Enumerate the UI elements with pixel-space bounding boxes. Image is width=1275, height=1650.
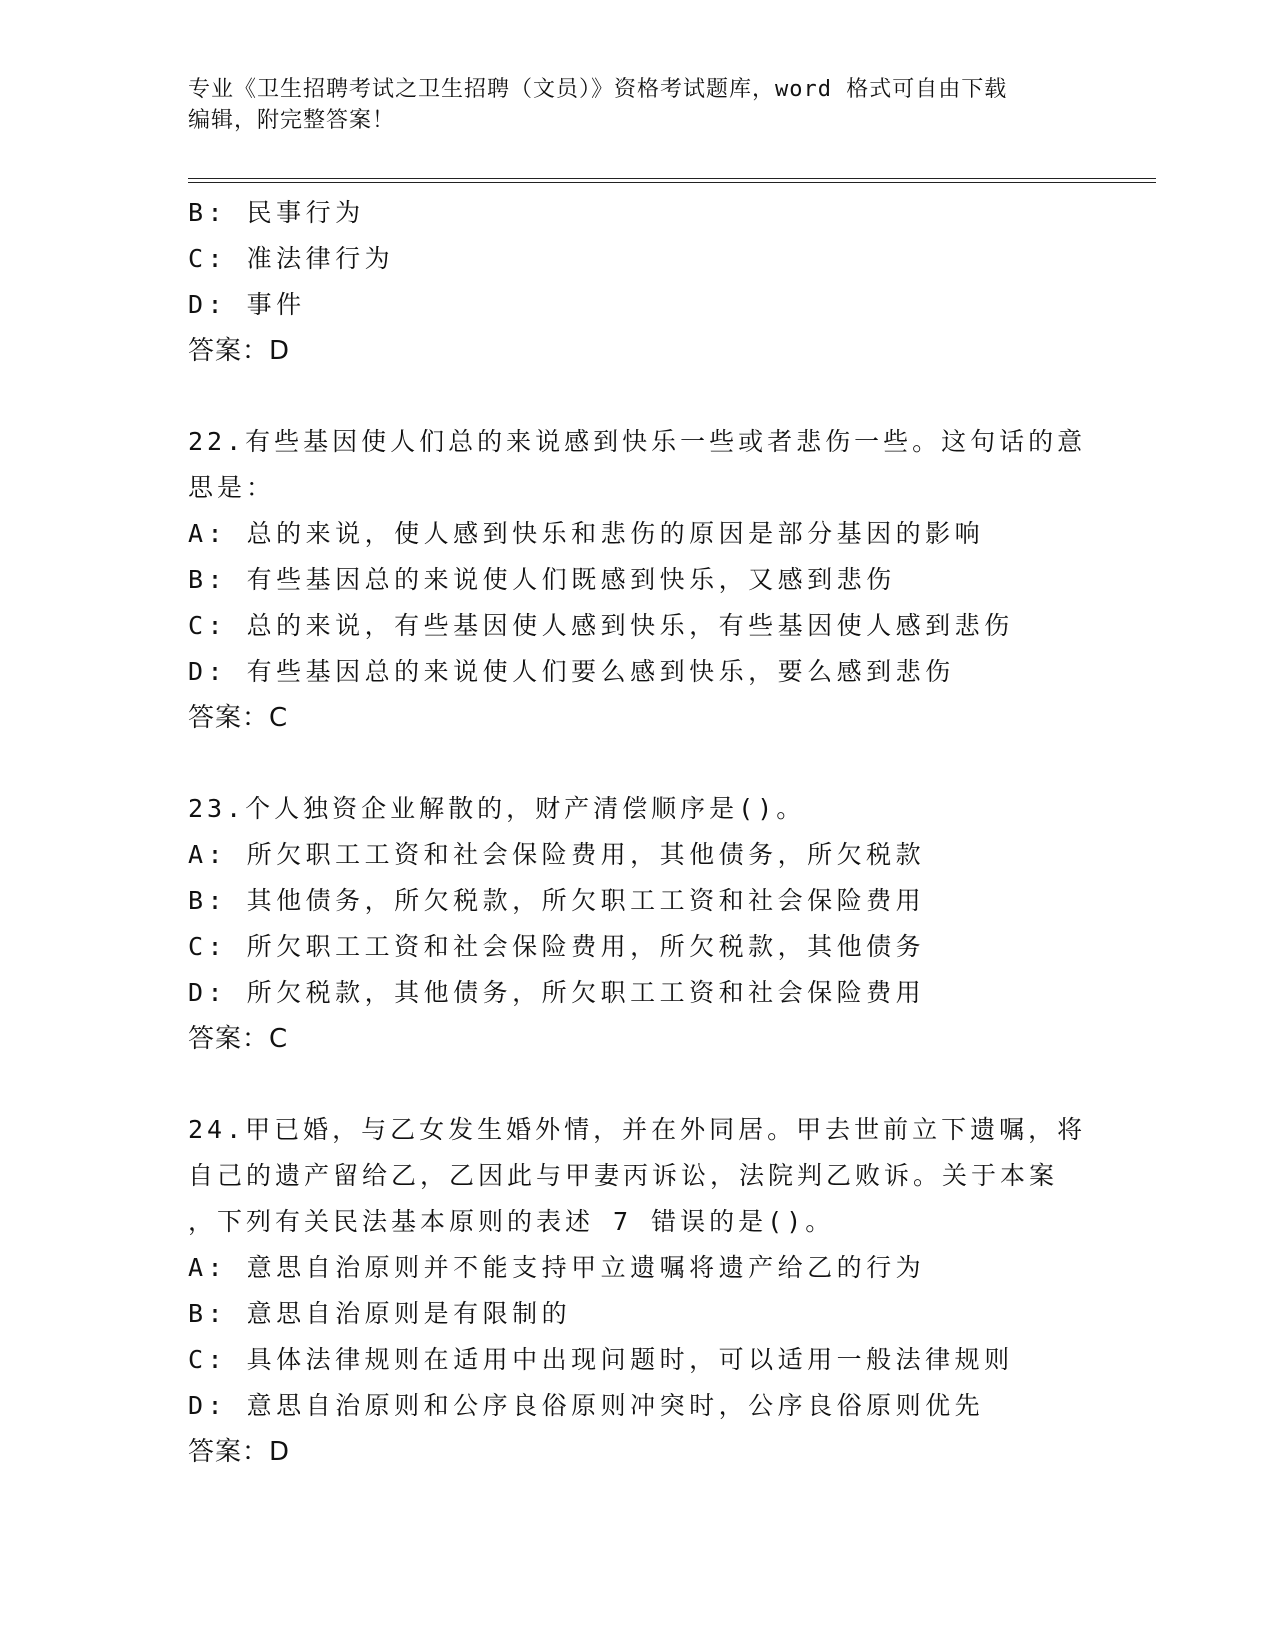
header-line-1: 专业《卫生招聘考试之卫生招聘（文员）》资格考试题库，word 格式可自由下载	[188, 77, 1008, 102]
option-b: B: 意思自治原则是有限制的	[188, 1299, 572, 1328]
question-text-line: ，下列有关民法基本原则的表述 7 错误的是()。	[188, 1207, 835, 1236]
option-c: C: 具体法律规则在适用中出现问题时，可以适用一般法律规则	[188, 1345, 1014, 1374]
page-header	[188, 74, 1068, 136]
question-block-21	[188, 190, 1088, 374]
question-text-line: 24.甲已婚，与乙女发生婚外情，并在外同居。甲去世前立下遗嘱，将	[188, 1115, 1087, 1144]
option-a: A: 所欠职工工资和社会保险费用，其他债务，所欠税款	[188, 840, 926, 869]
question-block-22	[188, 419, 1088, 741]
answer-line: 答案：D	[188, 336, 291, 366]
question-text-line: 22.有些基因使人们总的来说感到快乐一些或者悲伤一些。这句话的意	[188, 427, 1087, 456]
header-line-2: 编辑，附完整答案！	[188, 108, 396, 133]
answer-line: 答案：D	[188, 1437, 291, 1467]
option-d: D: 意思自治原则和公序良俗原则冲突时，公序良俗原则优先	[188, 1391, 985, 1420]
question-list	[188, 190, 1088, 1475]
question-text-line: 23.个人独资企业解散的，财产清偿顺序是()。	[188, 794, 806, 823]
header-divider	[188, 178, 1156, 183]
option-a: A: 意思自治原则并不能支持甲立遗嘱将遗产给乙的行为	[188, 1253, 926, 1282]
answer-line: 答案：C	[188, 1024, 289, 1054]
spacer	[188, 374, 1088, 419]
option-b: B: 有些基因总的来说使人们既感到快乐，又感到悲伤	[188, 565, 896, 594]
option-d: D: 所欠税款，其他债务，所欠职工工资和社会保险费用	[188, 978, 926, 1007]
spacer	[188, 741, 1088, 786]
option-b: B: 民事行为	[188, 198, 365, 227]
option-a: A: 总的来说，使人感到快乐和悲伤的原因是部分基因的影响	[188, 519, 985, 548]
question-block-23	[188, 786, 1088, 1062]
option-d: D: 事件	[188, 290, 306, 319]
question-text-line: 自己的遗产留给乙，乙因此与甲妻丙诉讼，法院判乙败诉。关于本案	[188, 1161, 1059, 1190]
option-c: C: 总的来说，有些基因使人感到快乐，有些基因使人感到悲伤	[188, 611, 1014, 640]
option-b: B: 其他债务，所欠税款，所欠职工工资和社会保险费用	[188, 886, 926, 915]
option-d: D: 有些基因总的来说使人们要么感到快乐，要么感到悲伤	[188, 657, 955, 686]
question-text-line: 思是：	[188, 473, 276, 502]
answer-line: 答案：C	[188, 703, 289, 733]
option-c: C: 所欠职工工资和社会保险费用，所欠税款，其他债务	[188, 932, 926, 961]
spacer	[188, 1062, 1088, 1107]
question-block-24	[188, 1107, 1088, 1475]
option-c: C: 准法律行为	[188, 244, 395, 273]
